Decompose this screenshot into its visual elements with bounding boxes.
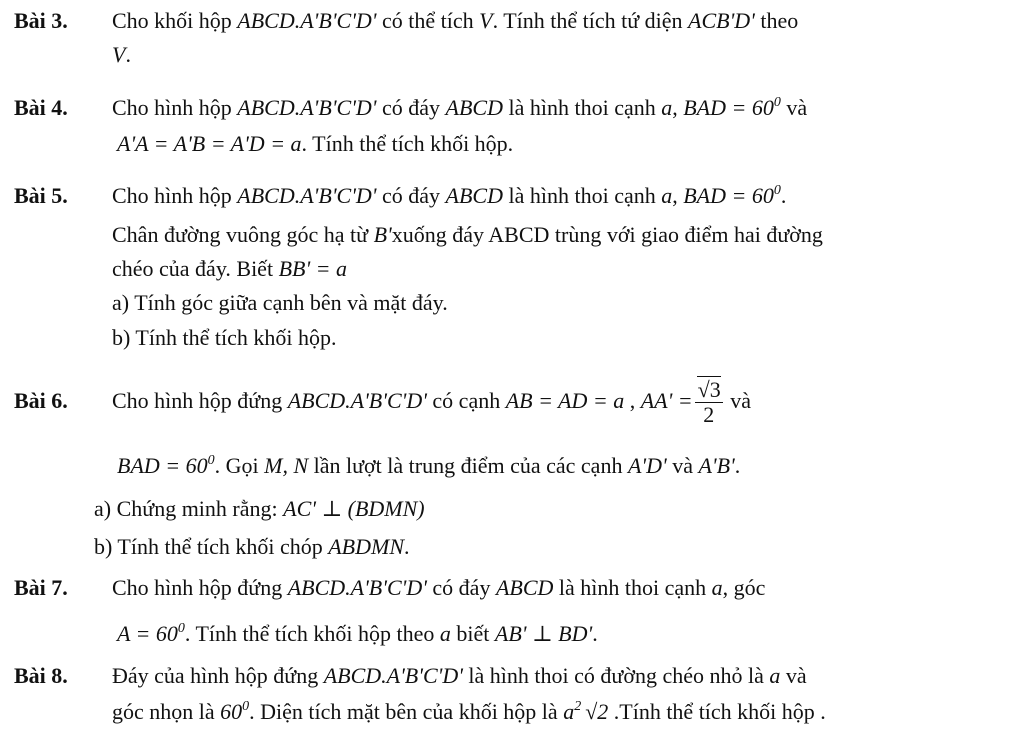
math-expr: A'A = A'B = A'D = a	[117, 131, 302, 156]
text-segment: có đáy	[426, 575, 496, 600]
math-expr: A = 60	[117, 621, 178, 646]
text-segment: b) Tính thể tích khối hộp.	[112, 325, 337, 350]
sqrt-expr: √3	[697, 377, 721, 403]
math-expr: ABCD	[495, 575, 554, 600]
math-expr: BAD = 60	[117, 453, 208, 478]
text-segment: Đáy của hình hộp đứng	[112, 663, 324, 688]
text-segment: lần lượt là trung điểm của các cạnh	[308, 453, 628, 478]
problem-6-part-b	[94, 532, 410, 562]
problem-8-label: Bài 8.	[14, 663, 68, 688]
math-expr: a	[711, 575, 723, 600]
math-expr: ABCD.A'B'C'D'	[237, 95, 377, 120]
text-segment: , góc	[722, 575, 766, 600]
degree-superscript: 0	[773, 95, 781, 110]
problem-8-line-2	[112, 697, 826, 727]
math-expr: AC' ⊥ (BDMN)	[283, 496, 425, 521]
text-segment: .	[780, 183, 787, 208]
text-segment: là hình thoi cạnh	[502, 95, 662, 120]
text-segment: Cho hình hộp đứng	[112, 575, 288, 600]
problem-4-line-1	[112, 93, 807, 123]
math-expr: ABCD	[445, 95, 503, 120]
text-segment: và	[666, 453, 699, 478]
math-expr: A'D'	[627, 453, 667, 478]
text-segment: .	[592, 621, 598, 646]
text-segment: chéo của đáy. Biết	[112, 256, 279, 281]
text-segment: ,	[672, 183, 684, 208]
math-expr: BAD = 60	[683, 183, 774, 208]
math-expr: AB = AD = a	[505, 388, 625, 413]
math-expr: BB' = a	[278, 256, 347, 281]
problem-6-label: Bài 6.	[14, 388, 68, 413]
math-expr: ABCD.A'B'C'D'	[237, 183, 377, 208]
text-segment: .	[404, 534, 410, 559]
problem-7-line-1	[112, 573, 765, 603]
degree-superscript: 0	[177, 621, 185, 636]
math-expr: A'B'	[698, 453, 735, 478]
math-expr: V	[112, 42, 126, 67]
math-expr: BAD = 60	[683, 95, 774, 120]
text-segment: ,	[624, 388, 641, 413]
text-segment: là hình thoi cạnh	[502, 183, 662, 208]
problem-6-line-1	[112, 374, 751, 428]
degree-superscript: 0	[773, 183, 781, 198]
text-segment: Cho hình hộp đứng	[112, 388, 288, 413]
problem-5-part-b	[112, 323, 336, 353]
problem-5-part-a	[112, 288, 448, 318]
math-expr: 60	[220, 699, 243, 724]
math-expr: ABCD.A'B'C'D'	[287, 388, 427, 413]
text-segment: a) Tính góc giữa cạnh bên và mặt đáy.	[112, 290, 448, 315]
text-segment: có đáy	[376, 183, 446, 208]
math-expr: V	[479, 8, 493, 33]
exponent-superscript: 2	[574, 699, 582, 714]
math-expr: a	[439, 621, 451, 646]
math-expr: a	[563, 699, 575, 724]
text-segment: là hình thoi cạnh	[553, 575, 712, 600]
problem-6-line-2	[117, 451, 740, 481]
text-segment: và	[780, 95, 808, 120]
problem-6-part-a	[94, 494, 425, 524]
text-segment: Cho hình hộp	[112, 95, 238, 120]
math-expr: a	[661, 183, 673, 208]
math-expr: ACB'D'	[688, 8, 755, 33]
fraction-denominator: 2	[703, 402, 715, 428]
degree-superscript: 0	[207, 453, 215, 468]
degree-superscript: 0	[242, 699, 250, 714]
math-expr: a	[769, 663, 781, 688]
text-segment: . Tính thể tích khối hộp theo	[184, 621, 440, 646]
text-segment: xuống đáy ABCD trùng với giao điểm hai đường	[391, 222, 823, 247]
problem-5-line-1	[112, 181, 786, 211]
text-segment: b) Tính thể tích khối chóp	[94, 534, 329, 559]
text-segment: . Tính thể tích khối hộp.	[301, 131, 514, 156]
math-expr: AB' ⊥ BD'	[494, 621, 593, 646]
text-segment: có cạnh	[426, 388, 506, 413]
text-segment: và	[780, 663, 807, 688]
text-segment: .	[734, 453, 741, 478]
text-segment: a) Chứng minh rằng:	[94, 496, 284, 521]
text-segment: .	[125, 42, 131, 67]
math-expr: ABCD.A'B'C'D'	[287, 575, 427, 600]
problem-7-label: Bài 7.	[14, 575, 68, 600]
math-expr: AA' =	[640, 388, 693, 413]
sqrt-expr: √2	[585, 699, 609, 724]
problem-5-label: Bài 5.	[14, 183, 68, 208]
text-segment: theo	[754, 8, 799, 33]
math-expr: a	[661, 95, 673, 120]
text-segment: có thể tích	[376, 8, 480, 33]
problem-4-label: Bài 4.	[14, 95, 68, 120]
math-expr: ABDMN	[328, 534, 404, 559]
text-segment: .Tính thể tích khối hộp .	[608, 699, 826, 724]
problem-7-line-2	[117, 619, 598, 649]
text-segment: là hình thoi có đường chéo nhỏ là	[462, 663, 770, 688]
math-expr: M, N	[264, 453, 309, 478]
problem-5-line-2	[112, 220, 823, 250]
problem-3-label: Bài 3.	[14, 8, 68, 33]
text-segment: . Diện tích mặt bên của khối hộp là	[249, 699, 564, 724]
text-segment: Cho hình hộp	[112, 183, 238, 208]
text-segment: Chân đường vuông góc hạ từ	[112, 222, 374, 247]
sqrt3-over-2-fraction	[695, 378, 723, 427]
math-expr: ABCD	[445, 183, 503, 208]
text-segment: . Tính thể tích tứ diện	[492, 8, 689, 33]
problem-8-line-1	[112, 661, 807, 691]
text-segment: . Gọi	[214, 453, 265, 478]
text-segment: góc nhọn là	[112, 699, 221, 724]
problem-3-line-2	[112, 40, 131, 70]
math-expr: ABCD.A'B'C'D'	[237, 8, 377, 33]
text-segment: biết	[450, 621, 495, 646]
text-segment: có đáy	[376, 95, 446, 120]
math-expr: B'	[373, 222, 392, 247]
text-segment: Cho khối hộp	[112, 8, 238, 33]
fraction-numerator	[695, 378, 723, 403]
text-segment: ,	[672, 95, 684, 120]
math-expr: ABCD.A'B'C'D'	[323, 663, 463, 688]
problem-3-line-1	[112, 6, 798, 36]
problem-5-line-3	[112, 254, 347, 284]
text-segment: và	[724, 388, 751, 413]
problem-4-line-2	[117, 129, 513, 159]
